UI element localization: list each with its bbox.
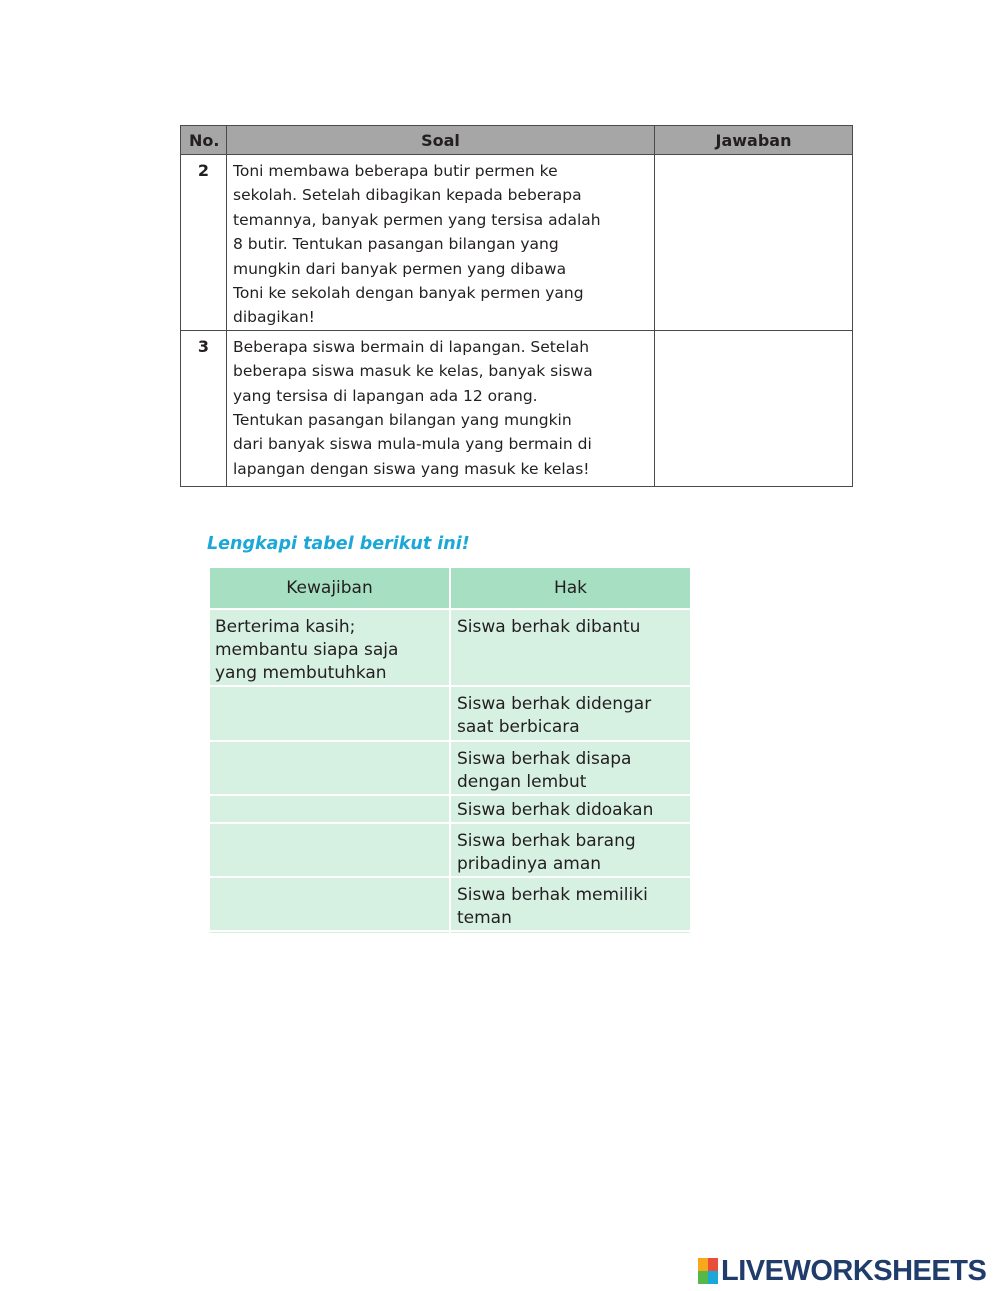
- question-line: dibagikan!: [233, 308, 315, 327]
- kewajiban-hak-row: [210, 610, 690, 685]
- answer-field[interactable]: [655, 330, 853, 486]
- question-number: 3: [181, 330, 227, 486]
- kewajiban-hak-row: [210, 796, 690, 822]
- question-line: dari banyak siswa mula-mula yang bermain di: [233, 435, 592, 454]
- logo-mark-square: [708, 1271, 718, 1284]
- hak-line: pribadinya aman: [457, 854, 602, 874]
- logo-mark-square: [698, 1258, 708, 1271]
- hak-line: Siswa berhak disapa: [457, 749, 632, 769]
- header-no: No.: [181, 126, 227, 155]
- hak-line: Siswa berhak dibantu: [457, 617, 641, 637]
- soal-row: [181, 155, 853, 331]
- kewajiban-hak-table: [208, 566, 692, 935]
- question-line: yang tersisa di lapangan ada 12 orang.: [233, 386, 538, 405]
- question-line: Tentukan pasangan bilangan yang mungkin: [233, 411, 572, 430]
- hak-cell: [451, 824, 690, 876]
- kewajiban-hak-row-cutoff: [210, 932, 690, 933]
- hak-line: teman: [457, 908, 512, 928]
- logo-mark-icon: [698, 1258, 718, 1284]
- hak-line: saat berbicara: [457, 717, 580, 737]
- question-line: temannya, banyak permen yang tersisa adalah: [233, 210, 601, 229]
- liveworksheets-logo: [698, 1255, 986, 1287]
- kewajiban-answer-field[interactable]: [210, 878, 449, 930]
- soal-table-header-row: [181, 126, 853, 155]
- cutoff-cell: [210, 932, 449, 933]
- kewajiban-hak-row: [210, 687, 690, 740]
- logo-mark-square: [698, 1271, 708, 1284]
- question-line: 8 butir. Tentukan pasangan bilangan yang: [233, 235, 559, 254]
- header-hak: Hak: [451, 568, 690, 608]
- question-line: mungkin dari banyak permen yang dibawa: [233, 259, 567, 278]
- question-number: 2: [181, 155, 227, 331]
- kewajiban-line: yang membutuhkan: [215, 663, 387, 683]
- soal-table: [180, 125, 853, 487]
- hak-cell: [451, 878, 690, 930]
- kewajiban-hak-header-row: [210, 568, 690, 608]
- logo-mark-square: [708, 1258, 718, 1271]
- kewajiban-answer-field[interactable]: [210, 796, 449, 822]
- kewajiban-hak-row: [210, 878, 690, 930]
- hak-line: Siswa berhak didengar: [457, 694, 652, 714]
- kewajiban-answer-field[interactable]: [210, 824, 449, 876]
- hak-line: Siswa berhak memiliki: [457, 885, 648, 905]
- question-line: Toni ke sekolah dengan banyak permen yang: [233, 284, 584, 303]
- question-line: Toni membawa beberapa butir permen ke: [233, 162, 558, 180]
- answer-field[interactable]: [655, 155, 853, 331]
- hak-cell: [451, 610, 690, 685]
- kewajiban-answer-field[interactable]: [210, 687, 449, 740]
- question-text: [227, 330, 655, 486]
- question-line: lapangan dengan siswa yang masuk ke kelas!: [233, 459, 590, 478]
- question-line: sekolah. Setelah dibagikan kepada beberapa: [233, 186, 582, 205]
- kewajiban-hak-row: [210, 824, 690, 876]
- header-soal: Soal: [227, 126, 655, 155]
- kewajiban-answer-field[interactable]: [210, 742, 449, 794]
- logo-text: LIVEWORKSHEETS: [721, 1254, 987, 1287]
- question-line: Beberapa siswa bermain di lapangan. Setelah: [233, 337, 590, 356]
- hak-line: Siswa berhak barang: [457, 831, 636, 851]
- hak-cell: [451, 796, 690, 822]
- header-jawaban: Jawaban: [655, 126, 853, 155]
- kewajiban-hak-row: [210, 742, 690, 794]
- question-text: [227, 155, 655, 331]
- hak-line: Siswa berhak didoakan: [457, 800, 654, 820]
- soal-row: [181, 330, 853, 486]
- hak-cell: [451, 687, 690, 740]
- cutoff-cell: [451, 932, 690, 933]
- hak-cell: [451, 742, 690, 794]
- hak-line: dengan lembut: [457, 772, 587, 792]
- section-heading: Lengkapi tabel berikut ini!: [207, 534, 470, 554]
- header-kewajiban: Kewajiban: [210, 568, 449, 608]
- kewajiban-cell: [210, 610, 449, 685]
- kewajiban-line: Berterima kasih;: [215, 617, 356, 637]
- kewajiban-line: membantu siapa saja: [215, 640, 399, 660]
- question-line: beberapa siswa masuk ke kelas, banyak siswa: [233, 362, 593, 381]
